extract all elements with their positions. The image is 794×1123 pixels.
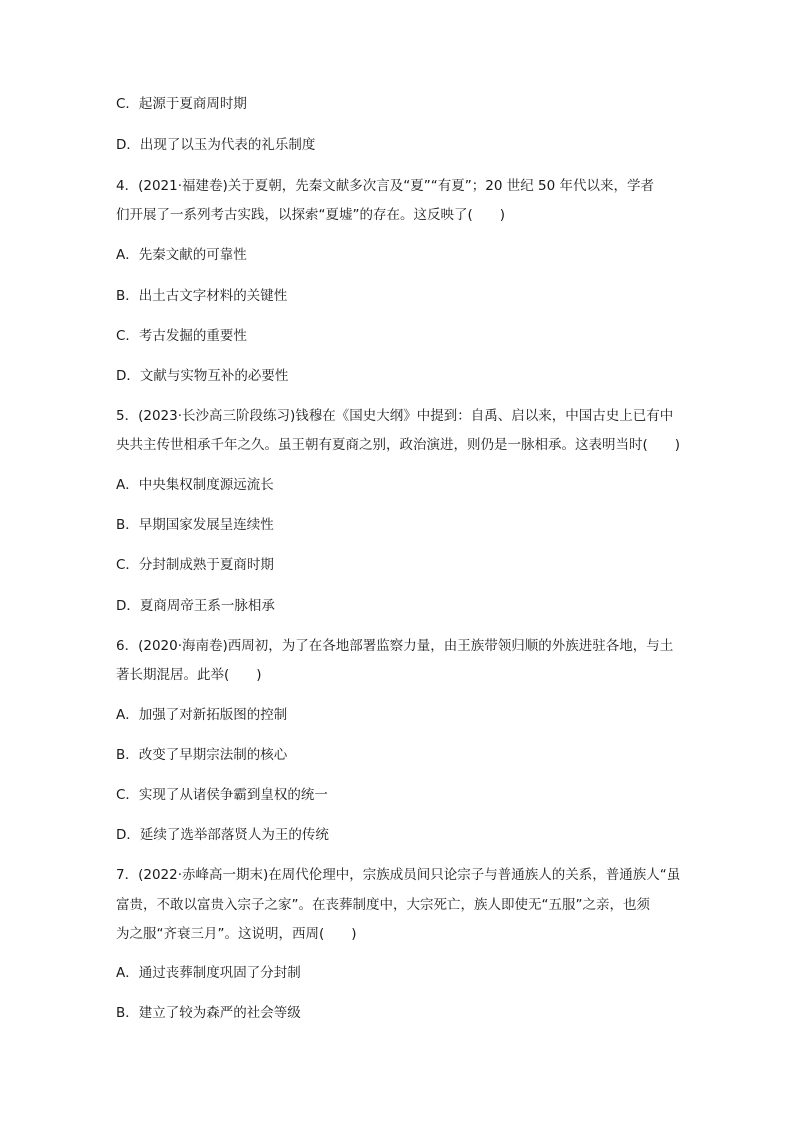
question-4-stem-line-2: 们开展了一系列考古实践，以探索“夏墟”的存在。这反映了( ): [116, 207, 506, 223]
question-7-stem-line-3: 为之服“齐衰三月”。这说明，西周( ): [116, 926, 357, 942]
option-d-q5: D．夏商周帝王系一脉相承: [116, 598, 275, 614]
option-c-q5: C．分封制成熟于夏商时期: [116, 557, 274, 573]
option-a-q4: A．先秦文献的可靠性: [116, 247, 247, 263]
question-5-stem-line-2: 央共主传世相承千年之久。虽王朝有夏商之别，政治演进，则仍是一脉相承。这表明当时( ): [116, 437, 681, 453]
option-b-q6: B．改变了早期宗法制的核心: [116, 747, 288, 763]
question-4-stem-line-1: 4．(2021·福建卷)关于夏朝，先秦文献多次言及“夏”“有夏”；20 世纪 50 年代以来，学者: [116, 178, 654, 194]
question-6-stem-line-1: 6．(2020·海南卷)西周初，为了在各地部署监察力量，由王族带领归顺的外族进驻各地，与土: [116, 638, 674, 654]
option-b-q5: B．早期国家发展呈连续性: [116, 517, 274, 533]
question-5-stem-line-1: 5．(2023·长沙高三阶段练习)钱穆在《国史大纲》中提到：自禹、启以来，中国古史上已有中: [116, 408, 674, 424]
question-7-stem-line-2: 富贵，不敢以富贵入宗子之家”。在丧葬制度中，大宗死亡，族人即使无“五服”之亲，也须: [116, 897, 650, 913]
option-a-q7: A．通过丧葬制度巩固了分封制: [116, 965, 301, 981]
option-d-q3: D．出现了以玉为代表的礼乐制度: [116, 137, 316, 153]
option-c-q4: C．考古发掘的重要性: [116, 328, 247, 344]
option-a-q5: A．中央集权制度源远流长: [116, 477, 274, 493]
option-b-q4: B．出土古文字材料的关键性: [116, 288, 288, 304]
question-6-stem-line-2: 著长期混居。此举( ): [116, 667, 262, 683]
option-c-q3: C．起源于夏商周时期: [116, 96, 247, 112]
option-d-q4: D．文献与实物互补的必要性: [116, 368, 289, 384]
option-a-q6: A．加强了对新拓版图的控制: [116, 707, 288, 723]
option-b-q7: B．建立了较为森严的社会等级: [116, 1005, 301, 1021]
option-c-q6: C．实现了从诸侯争霸到皇权的统一: [116, 787, 328, 803]
question-7-stem-line-1: 7．(2022·赤峰高一期末)在周代伦理中，宗族成员间只论宗子与普通族人的关系，普通族人“虽: [116, 867, 681, 883]
option-d-q6: D．延续了选举部落贤人为王的传统: [116, 827, 329, 843]
